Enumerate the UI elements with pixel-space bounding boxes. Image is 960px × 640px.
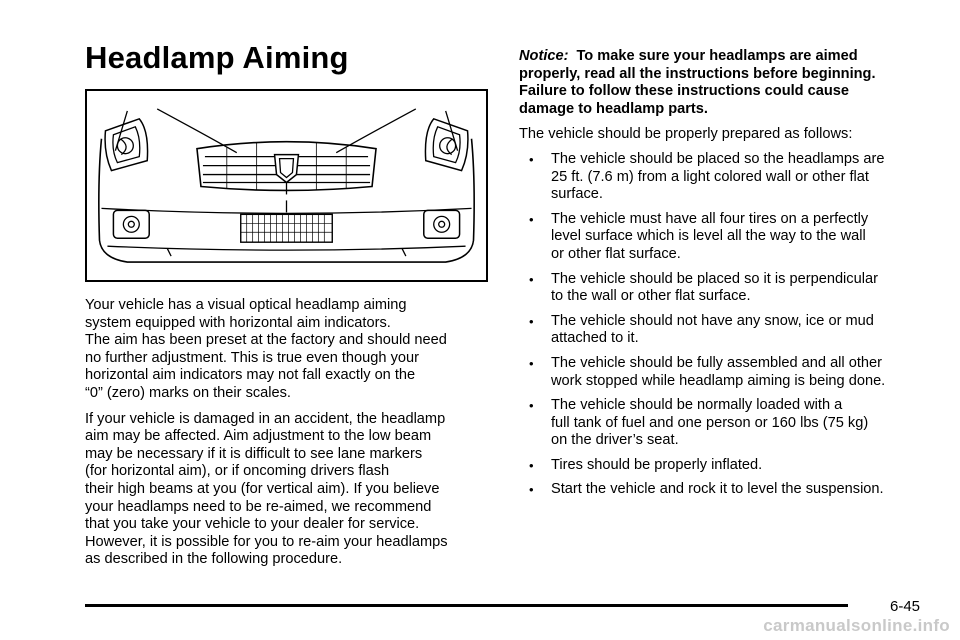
list-item-text: Tires should be properly inflated. — [551, 456, 763, 473]
watermark: carmanualsonline.info — [763, 616, 950, 635]
list-item — [519, 481, 929, 499]
notice-block — [519, 48, 929, 118]
list-item — [519, 397, 929, 450]
paragraph-aiming-system: Your vehicle has a visual optical headlamp aiming system equipped with horizontal aim indicators. The aim has been preset at the factory and should need no further adjustment. This is true even though your horizontal aim indicators may not fall exactly on the “0” (zero) marks on their scales. — [85, 297, 447, 401]
left-column-text — [85, 297, 495, 577]
list-item-text: The vehicle should be fully assembled and all other work stopped while headlamp aiming is being done. — [551, 354, 886, 389]
list-item — [519, 457, 929, 475]
preparation-list — [519, 151, 929, 499]
footer-rule — [85, 604, 848, 607]
bullet-icon: • — [529, 457, 534, 473]
notice-label: Notice: — [519, 48, 569, 64]
bullet-icon: • — [529, 211, 534, 227]
car-front-figure — [85, 89, 488, 282]
page-title: Headlamp Aiming — [85, 40, 349, 75]
right-column-text — [519, 48, 929, 506]
list-item — [519, 151, 929, 204]
list-item-text: The vehicle should be placed so it is perpendicular to the wall or other flat surface. — [551, 270, 878, 305]
bullet-icon: • — [529, 271, 534, 287]
bullet-icon: • — [529, 355, 534, 371]
car-front-headlamps-illustration — [87, 91, 486, 280]
list-item-text: Start the vehicle and rock it to level the suspension. — [551, 481, 884, 498]
list-item — [519, 211, 929, 264]
bullet-icon: • — [529, 313, 534, 329]
list-item — [519, 271, 929, 306]
list-item-text: The vehicle must have all four tires on a perfectly level surface which is level all the way to the wall or other flat surface. — [551, 210, 869, 262]
bullet-icon: • — [529, 151, 534, 167]
page-number: 6-45 — [890, 598, 921, 615]
notice-text: To make sure your headlamps are aimed properly, read all the instructions before beginning. Failure to follow these instructions could cause damage to headlamp parts. — [519, 48, 876, 117]
bullet-icon: • — [529, 398, 534, 414]
preparation-intro: The vehicle should be properly prepared as follows: — [519, 126, 853, 143]
paragraph-accident-damage: If your vehicle is damaged in an accident, the headlamp aim may be affected. Aim adjustment to the low beam may be necessary if it is difficult to see lane markers (for horizontal aim), or if oncoming drivers flash their high beams at you (for vertical aim). If you believe your headlamps need to be re-aimed, we recommend that you take your vehicle to your dealer for service. However, it is possible for you to re-aim your headlamps as described in the following procedure. — [85, 410, 448, 568]
list-item — [519, 355, 929, 390]
list-item-text: The vehicle should be normally loaded with a full tank of fuel and one person or 160 lbs (75 kg) on the driver’s seat. — [551, 397, 869, 449]
bullet-icon: • — [529, 482, 534, 498]
list-item — [519, 313, 929, 348]
list-item-text: The vehicle should be placed so the headlamps are 25 ft. (7.6 m) from a light colored wall or other flat surface. — [551, 150, 885, 203]
list-item-text: The vehicle should not have any snow, ice or mud attached to it. — [551, 312, 874, 347]
